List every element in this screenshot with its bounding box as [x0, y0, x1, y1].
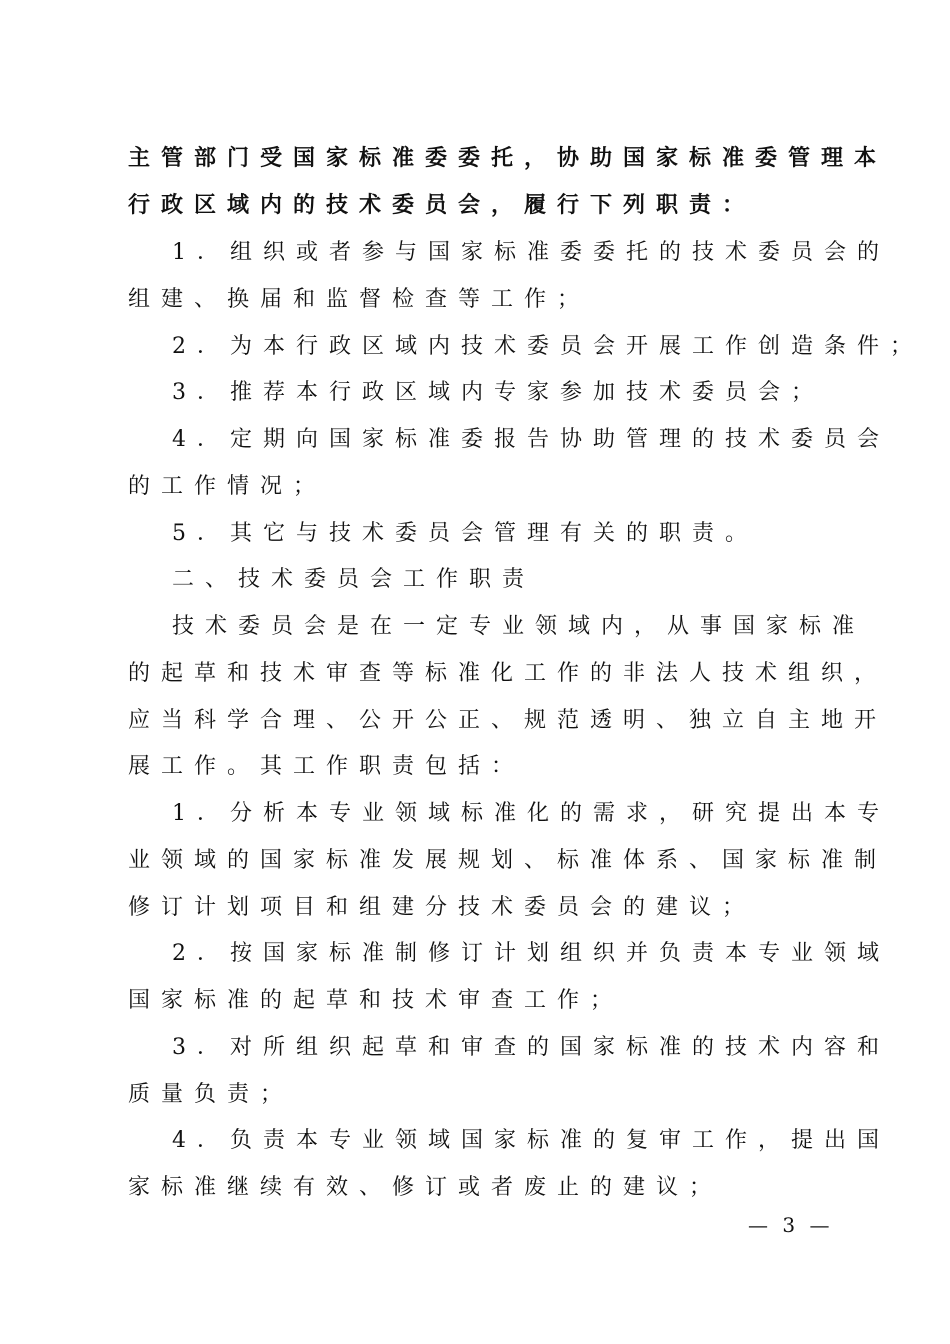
text-line: 国家标准的起草和技术审查工作；: [128, 988, 624, 1013]
text-line: 2．为本行政区域内技术委员会开展工作创造条件；: [172, 334, 923, 359]
text-line: 3．推荐本行政区域内专家参加技术委员会；: [172, 380, 824, 405]
text-line: 5．其它与技术委员会管理有关的职责。: [172, 521, 758, 546]
text-line: 应当科学合理、公开公正、规范透明、独立自主地开: [128, 708, 888, 733]
text-line: 修订计划项目和组建分技术委员会的建议；: [128, 895, 756, 920]
text-line: 主管部门受国家标准委委托，协助国家标准委管理本: [128, 146, 888, 171]
text-line: 技术委员会是在一定专业领域内，从事国家标准: [172, 614, 866, 639]
text-line: 4．定期向国家标准委报告协助管理的技术委员会: [172, 427, 890, 452]
text-line: 组建、换届和监督检查等工作；: [128, 287, 591, 312]
text-line: 业领域的国家标准发展规划、标准体系、国家标准制: [128, 848, 888, 873]
text-line: 行政区域内的技术委员会，履行下列职责：: [128, 193, 756, 218]
text-line: 3．对所组织起草和审查的国家标准的技术内容和: [172, 1035, 890, 1060]
text-line: 4．负责本专业领域国家标准的复审工作，提出国: [172, 1128, 890, 1153]
section-heading: 二、技术委员会工作职责: [172, 567, 536, 592]
text-line: 家标准继续有效、修订或者废止的建议；: [128, 1175, 723, 1200]
text-line: 1．分析本专业领域标准化的需求，研究提出本专: [172, 801, 890, 826]
text-line: 的工作情况；: [128, 474, 327, 499]
text-line: 展工作。其工作职责包括：: [128, 754, 525, 779]
text-line: 质量负责；: [128, 1082, 294, 1107]
text-line: 1．组织或者参与国家标准委委托的技术委员会的: [172, 240, 890, 265]
page-number: — 3 —: [748, 1213, 834, 1237]
text-line: 的起草和技术审查等标准化工作的非法人技术组织，: [128, 661, 888, 686]
text-line: 2．按国家标准制修订计划组织并负责本专业领域: [172, 941, 890, 966]
